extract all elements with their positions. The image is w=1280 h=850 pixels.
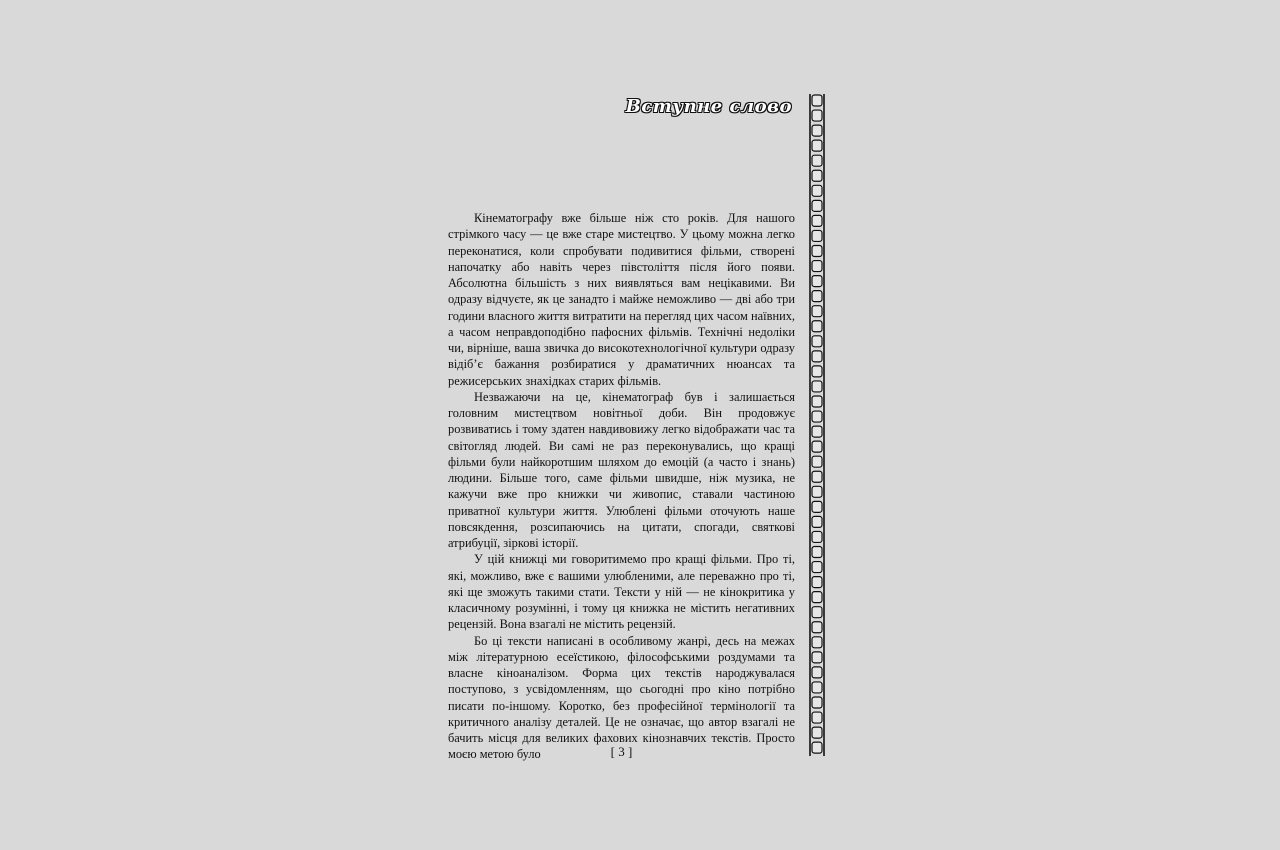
film-perforation (812, 336, 822, 347)
film-perforation (812, 291, 822, 302)
film-perforation (812, 381, 822, 392)
film-perforation (812, 562, 822, 573)
film-perforation (812, 667, 822, 678)
film-perforation (812, 276, 822, 287)
film-perforation (812, 652, 822, 663)
film-strip-decoration (809, 94, 825, 756)
film-perforation (812, 471, 822, 482)
paragraph: У цій книжці ми говоритимемо про кращі фільми. Про ті, які, можливо, вже є вашими улюбленими, але переважно про ті, які ще зможуть такими стати. Тексти у ній — не кінокритика у класичному розумінні, і тому ця книжка не містить негативних рецензій. Вона взагалі не містить рецензій. (448, 552, 795, 632)
film-perforation (812, 366, 822, 377)
film-perforation (812, 95, 822, 106)
paragraph: Бо ці тексти написані в особливому жанрі, десь на межах між літературною есеїстикою, філософськими роздумами та власне кіноаналізом. Форма цих текстів народжувалася поступово, з усвідомленням, що сьогодні про кіно потрібно писати по-іншому. Коротко, без професійної термінології та критичного аналізу деталей. Це не означає, що автор взагалі не бачить місця для великих фахових кінознавчих текстів. Просто моєю метою було (448, 633, 795, 762)
film-perforation (812, 727, 822, 738)
film-perforation (812, 607, 822, 618)
film-perforation (812, 185, 822, 196)
film-perforation (812, 306, 822, 317)
film-perforation (812, 230, 822, 241)
paragraph: Незважаючи на це, кінематограф був і залишається головним мистецтвом новітньої доби. Він продовжує розвиватись і тому здатен навдивовижу легко відображати час та світогляд людей. Ви самі не раз переконувались, що кращі фільми були найкоротшим шляхом до емоцій (а часто і знань) людини. Більше того, саме фільми швидше, ніж музика, не кажучи вже про книжки чи живопис, ставали частиною приватної культури життя. Улюблені фільми оточують наше повсякдення, розсипаючись на цитати, спогади, святкові атрибуції, зіркові історії. (448, 389, 795, 550)
film-perforation (812, 501, 822, 512)
film-perforation (812, 140, 822, 151)
film-perforation (812, 261, 822, 272)
film-perforation (812, 697, 822, 708)
film-perforation (812, 200, 822, 211)
film-perforation (812, 592, 822, 603)
film-perforation (812, 411, 822, 422)
film-perforation (812, 456, 822, 467)
book-page (448, 92, 828, 762)
film-perforation (812, 742, 822, 753)
film-perforation (812, 547, 822, 558)
film-perforation (812, 531, 822, 542)
body-text (448, 210, 795, 763)
page-title: Вступне слово (625, 96, 792, 117)
film-perforation (812, 486, 822, 497)
film-perforation (812, 622, 822, 633)
film-perforation (812, 396, 822, 407)
film-perforation (812, 155, 822, 166)
film-perforation (812, 110, 822, 121)
film-perforation (812, 516, 822, 527)
film-perforation (812, 246, 822, 257)
film-perforation (812, 351, 822, 362)
film-perforation (812, 682, 822, 693)
film-perforation (812, 321, 822, 332)
film-perforation (812, 125, 822, 136)
page-number: [ 3 ] (610, 744, 633, 759)
film-perforation (812, 426, 822, 437)
film-perforation (812, 637, 822, 648)
film-perforation (812, 441, 822, 452)
film-perforation (812, 577, 822, 588)
film-perforation (812, 712, 822, 723)
film-perforation (812, 215, 822, 226)
paragraph: Кінематографу вже більше ніж сто років. Для нашого стрімкого часу — це вже старе мистецтво. У цьому можна легко переконатися, коли спробувати подивитися фільми, створені напочатку або навіть через півстоліття після його появи. Абсолютна більшість з них виявляться вам нецікавими. Ви одразу відчуєте, як це занадто і майже неможливо — дві або три години власного життя витратити на перегляд цих часом наївних, а часом неправдоподібно пафосних фільмів. Технічні недоліки чи, вірніше, ваша звичка до високотехнологічної культури одразу відіб’є бажання розбиратися у драматичних нюансах та режисерських знахідках старих фільмів. (448, 211, 795, 388)
film-perforation (812, 170, 822, 181)
